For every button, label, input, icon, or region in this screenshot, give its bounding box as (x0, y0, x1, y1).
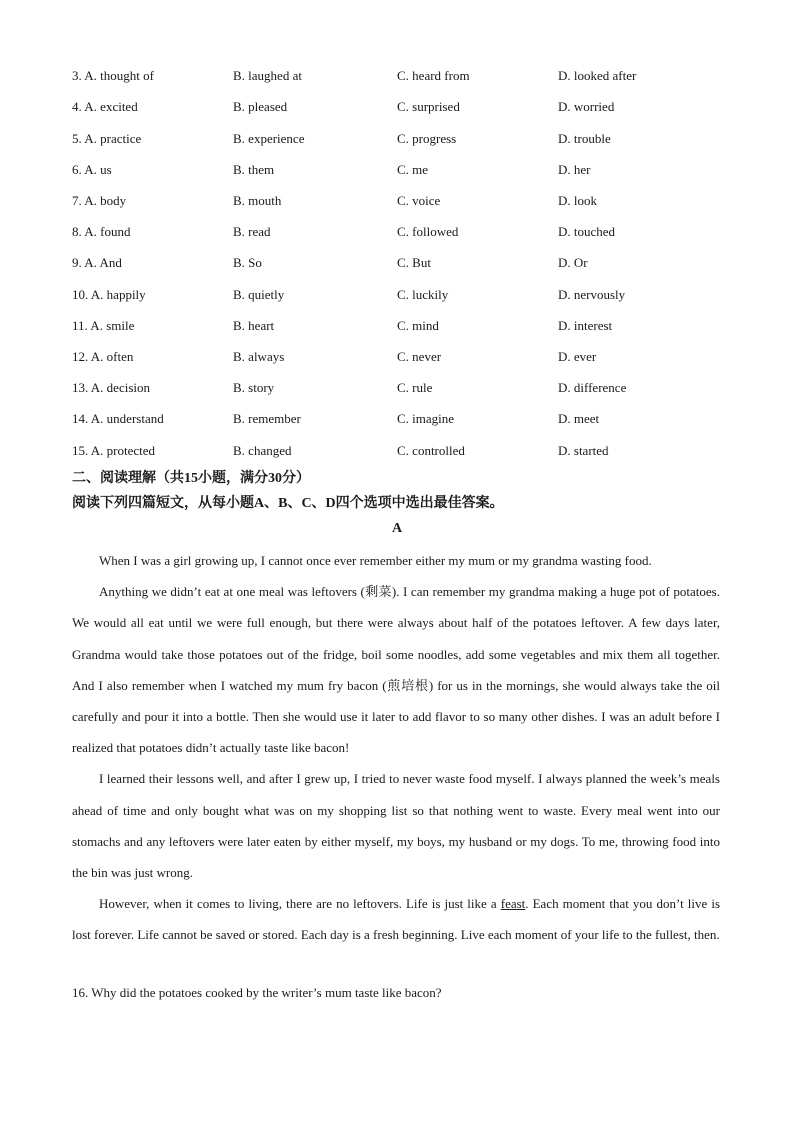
option-b: B. remember (233, 411, 301, 426)
option-d: D. looked after (558, 68, 637, 83)
option-d: D. worried (558, 99, 615, 114)
option-d: D. difference (558, 380, 627, 395)
option-c: C. followed (397, 224, 459, 239)
option-b: B. mouth (233, 193, 282, 208)
option-c: C. But (397, 255, 431, 270)
option-a: 6. A. us (72, 162, 112, 177)
options-row-q6 (72, 160, 752, 180)
passage-paragraph (72, 888, 720, 950)
options-row-q13 (72, 378, 752, 398)
options-row-q8 (72, 222, 752, 242)
option-d: D. Or (558, 255, 588, 270)
option-b: B. them (233, 162, 275, 177)
options-row-q9 (72, 253, 752, 273)
passage-label: A (391, 521, 403, 536)
option-d: D. meet (558, 411, 600, 426)
option-d: D. touched (558, 224, 616, 239)
option-a: 11. A. smile (72, 318, 135, 333)
options-row-q14 (72, 409, 752, 429)
paragraph-text: . Each moment that you don’t live is lost forever. Life cannot be saved or stored. Each day is a fresh beginning. Live each moment of your life to the fullest, then. (72, 896, 720, 943)
option-b: B. read (233, 224, 271, 239)
option-c: C. rule (397, 380, 433, 395)
option-d: D. nervously (558, 287, 626, 302)
option-c: C. me (397, 162, 429, 177)
option-b: B. pleased (233, 99, 288, 114)
option-a: 9. A. And (72, 255, 122, 270)
options-row-q15 (72, 441, 752, 461)
option-b: B. changed (233, 443, 292, 458)
option-c: C. luckily (397, 287, 449, 302)
option-c: C. mind (397, 318, 439, 333)
question-16: 16. Why did the potatoes cooked by the writer’s mum taste like bacon? (72, 985, 442, 1000)
option-b: B. always (233, 349, 285, 364)
option-c: C. voice (397, 193, 441, 208)
option-a: 8. A. found (72, 224, 131, 239)
option-d: D. look (558, 193, 597, 208)
option-d: D. her (558, 162, 591, 177)
option-a: 5. A. practice (72, 131, 142, 146)
option-a: 13. A. decision (72, 380, 150, 395)
section-instruction: 阅读下列四篇短文，从每小题A、B、C、D四个选项中选出最佳答案。 (72, 496, 504, 511)
passage-body (72, 545, 720, 951)
options-row-q3 (72, 66, 752, 86)
option-b: B. So (233, 255, 262, 270)
passage-paragraph: Anything we didn’t eat at one meal was leftovers (剩菜). I can remember my grandma making a huge pot of potatoes. We would all eat until we were full enough, but there were always about half of the potatoes leftover. A few days later, Grandma would take those potatoes out of the fridge, boil some noodles, add some vegetables and mix them all together. And I also remember when I watched my mum fry bacon (煎培根) for us in the mornings, she would always take the oil carefully and pour it into a bottle. Then she would use it later to add flavor to so many other dishes. I was an adult before I realized that potatoes didn’t actually taste like bacon! (72, 584, 720, 756)
options-row-q12 (72, 347, 752, 367)
option-d: D. started (558, 443, 609, 458)
underlined-word: feast (500, 896, 526, 912)
options-row-q4 (72, 97, 752, 117)
option-d: D. ever (558, 349, 597, 364)
option-b: B. quietly (233, 287, 285, 302)
option-a: 4. A. excited (72, 99, 138, 114)
options-row-q7 (72, 191, 752, 211)
passage-paragraph: When I was a girl growing up, I cannot once ever remember either my mum or my grandma wasting food. (99, 553, 652, 568)
option-a: 3. A. thought of (72, 68, 154, 83)
passage-paragraph: I learned their lessons well, and after I grew up, I tried to never waste food myself. I always planned the week’s meals ahead of time and only bought what was on my shopping list so that nothing went to waste. Every meal went into our stomachs and any leftovers were later eaten by either myself, my boys, my husband or my dogs. To me, throwing food into the bin was just wrong. (72, 771, 720, 881)
option-c: C. progress (397, 131, 457, 146)
paragraph-text: However, when it comes to living, there are no leftovers. Life is just like a (99, 896, 501, 912)
option-a: 14. A. understand (72, 411, 164, 426)
option-b: B. laughed at (233, 68, 302, 83)
option-c: C. controlled (397, 443, 465, 458)
option-b: B. experience (233, 131, 305, 146)
option-c: C. imagine (397, 411, 455, 426)
option-a: 12. A. often (72, 349, 134, 364)
option-b: B. heart (233, 318, 275, 333)
option-c: C. heard from (397, 68, 470, 83)
option-c: C. surprised (397, 99, 460, 114)
option-a: 7. A. body (72, 193, 127, 208)
options-row-q10 (72, 285, 752, 305)
options-row-q11 (72, 316, 752, 336)
option-c: C. never (397, 349, 442, 364)
option-d: D. trouble (558, 131, 611, 146)
option-a: 15. A. protected (72, 443, 156, 458)
section-title: 二、阅读理解（共15小题，满分30分） (72, 471, 310, 486)
option-a: 10. A. happily (72, 287, 146, 302)
options-row-q5 (72, 129, 752, 149)
option-d: D. interest (558, 318, 613, 333)
option-b: B. story (233, 380, 275, 395)
